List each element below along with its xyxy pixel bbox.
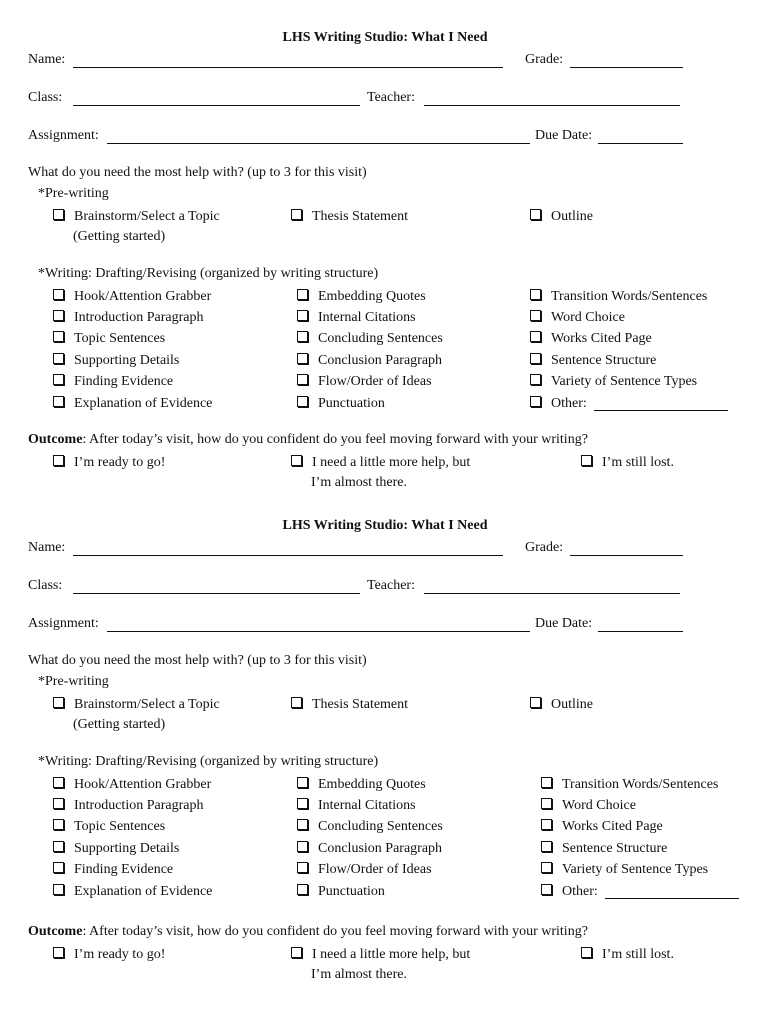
checkbox-icon[interactable] (581, 947, 592, 958)
option-brainstorm[interactable]: Brainstorm/Select a Topic (53, 697, 220, 712)
checkbox-icon[interactable] (53, 947, 64, 958)
checkbox-icon[interactable] (297, 374, 308, 385)
option-thesis[interactable]: Thesis Statement (291, 209, 408, 224)
prewriting-heading: *Pre-writing (38, 674, 109, 689)
option-col2[interactable]: Concluding Sentences (297, 331, 443, 346)
option-col1[interactable]: Topic Sentences (53, 331, 165, 346)
outcome-lost[interactable]: I’m still lost. (581, 455, 674, 470)
option-col2[interactable]: Conclusion Paragraph (297, 353, 442, 368)
checkbox-icon[interactable] (297, 331, 308, 342)
option-col1[interactable]: Explanation of Evidence (53, 884, 212, 899)
checkbox-icon[interactable] (297, 841, 308, 852)
checkbox-icon[interactable] (53, 798, 64, 809)
due-date-field[interactable] (598, 619, 683, 632)
checkbox-icon[interactable] (530, 697, 541, 708)
checkbox-icon[interactable] (53, 777, 64, 788)
option-col2[interactable]: Punctuation (297, 396, 385, 411)
option-col3[interactable]: Variety of Sentence Types (530, 374, 697, 389)
due-date-field[interactable] (598, 131, 683, 144)
teacher-field[interactable] (424, 581, 680, 594)
option-brainstorm[interactable]: Brainstorm/Select a Topic (53, 209, 220, 224)
outcome-more-help-sub: I’m almost there. (311, 475, 408, 490)
checkbox-icon[interactable] (53, 396, 64, 407)
checkbox-icon[interactable] (530, 289, 541, 300)
checkbox-icon[interactable] (297, 289, 308, 300)
option-col2[interactable]: Internal Citations (297, 798, 416, 813)
other-field[interactable] (594, 398, 728, 411)
assignment-field[interactable] (107, 619, 530, 632)
option-col1[interactable]: Finding Evidence (53, 374, 173, 389)
option-col3[interactable]: Sentence Structure (541, 841, 667, 856)
option-col3[interactable]: Works Cited Page (530, 331, 652, 346)
option-col2[interactable]: Flow/Order of Ideas (297, 862, 432, 877)
outcome-lost[interactable]: I’m still lost. (581, 947, 674, 962)
option-col2[interactable]: Embedding Quotes (297, 777, 426, 792)
checkbox-icon[interactable] (297, 884, 308, 895)
checkbox-icon[interactable] (53, 455, 64, 466)
checkbox-icon[interactable] (541, 862, 552, 873)
option-col1[interactable]: Supporting Details (53, 353, 179, 368)
option-col2[interactable]: Concluding Sentences (297, 819, 443, 834)
checkbox-icon[interactable] (541, 798, 552, 809)
checkbox-icon[interactable] (297, 819, 308, 830)
checkbox-icon[interactable] (53, 697, 64, 708)
option-col1[interactable]: Introduction Paragraph (53, 798, 203, 813)
grade-field[interactable] (570, 55, 683, 68)
help-question: What do you need the most help with? (up to 3 for this visit) (28, 165, 367, 180)
checkbox-icon[interactable] (53, 331, 64, 342)
checkbox-icon[interactable] (53, 841, 64, 852)
due-date-label: Due Date: (535, 616, 593, 631)
option-col1[interactable]: Finding Evidence (53, 862, 173, 877)
grade-field[interactable] (570, 543, 683, 556)
checkbox-icon[interactable] (53, 310, 64, 321)
assignment-label: Assignment: (28, 128, 99, 143)
checkbox-icon[interactable] (53, 209, 64, 220)
option-col3[interactable]: Transition Words/Sentences (541, 777, 718, 792)
grade-label: Grade: (525, 52, 564, 67)
option-col3[interactable]: Word Choice (541, 798, 636, 813)
grade-label: Grade: (525, 540, 564, 555)
option-col1[interactable]: Hook/Attention Grabber (53, 289, 211, 304)
outcome-question: Outcome: After today’s visit, how do you confident do you feel moving forward with your writing? (28, 924, 588, 939)
checkbox-icon[interactable] (530, 209, 541, 220)
outcome-more-help[interactable]: I need a little more help, but (291, 947, 470, 962)
form-2 (0, 488, 770, 982)
option-col1[interactable]: Introduction Paragraph (53, 310, 203, 325)
option-col2[interactable]: Flow/Order of Ideas (297, 374, 432, 389)
checkbox-icon[interactable] (53, 819, 64, 830)
outcome-question: Outcome: After today’s visit, how do you confident do you feel moving forward with your writing? (28, 432, 588, 447)
assignment-field[interactable] (107, 131, 530, 144)
option-col2[interactable]: Embedding Quotes (297, 289, 426, 304)
option-col3[interactable]: Sentence Structure (530, 353, 656, 368)
other-field[interactable] (605, 886, 739, 899)
option-col1[interactable]: Hook/Attention Grabber (53, 777, 211, 792)
checkbox-icon[interactable] (53, 884, 64, 895)
checkbox-icon[interactable] (53, 289, 64, 300)
checkbox-icon[interactable] (291, 947, 302, 958)
outcome-ready[interactable]: I’m ready to go! (53, 455, 165, 470)
teacher-label: Teacher: (367, 90, 415, 105)
option-col1[interactable]: Explanation of Evidence (53, 396, 212, 411)
checkbox-icon[interactable] (530, 353, 541, 364)
teacher-label: Teacher: (367, 578, 415, 593)
option-brainstorm-sub: (Getting started) (73, 717, 166, 732)
option-outline[interactable]: Outline (530, 209, 593, 224)
checkbox-icon[interactable] (297, 798, 308, 809)
name-field[interactable] (73, 55, 503, 68)
writing-heading: *Writing: Drafting/Revising (organized by writing structure) (38, 754, 379, 769)
checkbox-icon[interactable] (297, 396, 308, 407)
checkbox-icon[interactable] (541, 841, 552, 852)
writing-heading: *Writing: Drafting/Revising (organized by writing structure) (38, 266, 379, 281)
name-field[interactable] (73, 543, 503, 556)
checkbox-icon[interactable] (581, 455, 592, 466)
checkbox-icon[interactable] (53, 374, 64, 385)
checkbox-icon[interactable] (530, 331, 541, 342)
option-col1[interactable]: Topic Sentences (53, 819, 165, 834)
checkbox-icon[interactable] (530, 374, 541, 385)
outcome-ready[interactable]: I’m ready to go! (53, 947, 165, 962)
teacher-field[interactable] (424, 93, 680, 106)
prewriting-heading: *Pre-writing (38, 186, 109, 201)
option-col3[interactable]: Works Cited Page (541, 819, 663, 834)
option-col2[interactable]: Punctuation (297, 884, 385, 899)
outcome-more-help[interactable]: I need a little more help, but (291, 455, 470, 470)
checkbox-icon[interactable] (53, 862, 64, 873)
checkbox-icon[interactable] (297, 353, 308, 364)
checkbox-icon[interactable] (291, 455, 302, 466)
form-title: LHS Writing Studio: What I Need (282, 30, 488, 45)
checkbox-icon[interactable] (541, 819, 552, 830)
assignment-label: Assignment: (28, 616, 99, 631)
class-label: Class: (28, 578, 63, 593)
checkbox-icon[interactable] (530, 310, 541, 321)
name-label: Name: (28, 540, 66, 555)
checkbox-icon[interactable] (541, 884, 552, 895)
option-col1[interactable]: Supporting Details (53, 841, 179, 856)
option-other[interactable]: Other: (541, 884, 598, 899)
checkbox-icon[interactable] (297, 777, 308, 788)
class-label: Class: (28, 90, 63, 105)
checkbox-icon[interactable] (297, 862, 308, 873)
option-other[interactable]: Other: (530, 396, 587, 411)
option-col3[interactable]: Variety of Sentence Types (541, 862, 708, 877)
checkbox-icon[interactable] (291, 209, 302, 220)
checkbox-icon[interactable] (541, 777, 552, 788)
class-field[interactable] (73, 93, 360, 106)
form-1 (0, 0, 770, 490)
option-brainstorm-sub: (Getting started) (73, 229, 166, 244)
option-col2[interactable]: Internal Citations (297, 310, 416, 325)
outcome-more-help-sub: I’m almost there. (311, 967, 408, 982)
option-col3[interactable]: Transition Words/Sentences (530, 289, 707, 304)
due-date-label: Due Date: (535, 128, 593, 143)
checkbox-icon[interactable] (297, 310, 308, 321)
checkbox-icon[interactable] (530, 396, 541, 407)
option-outline[interactable]: Outline (530, 697, 593, 712)
option-col3[interactable]: Word Choice (530, 310, 625, 325)
option-thesis[interactable]: Thesis Statement (291, 697, 408, 712)
option-col2[interactable]: Conclusion Paragraph (297, 841, 442, 856)
checkbox-icon[interactable] (53, 353, 64, 364)
help-question: What do you need the most help with? (up to 3 for this visit) (28, 653, 367, 668)
form-title: LHS Writing Studio: What I Need (282, 518, 488, 533)
name-label: Name: (28, 52, 66, 67)
checkbox-icon[interactable] (291, 697, 302, 708)
class-field[interactable] (73, 581, 360, 594)
